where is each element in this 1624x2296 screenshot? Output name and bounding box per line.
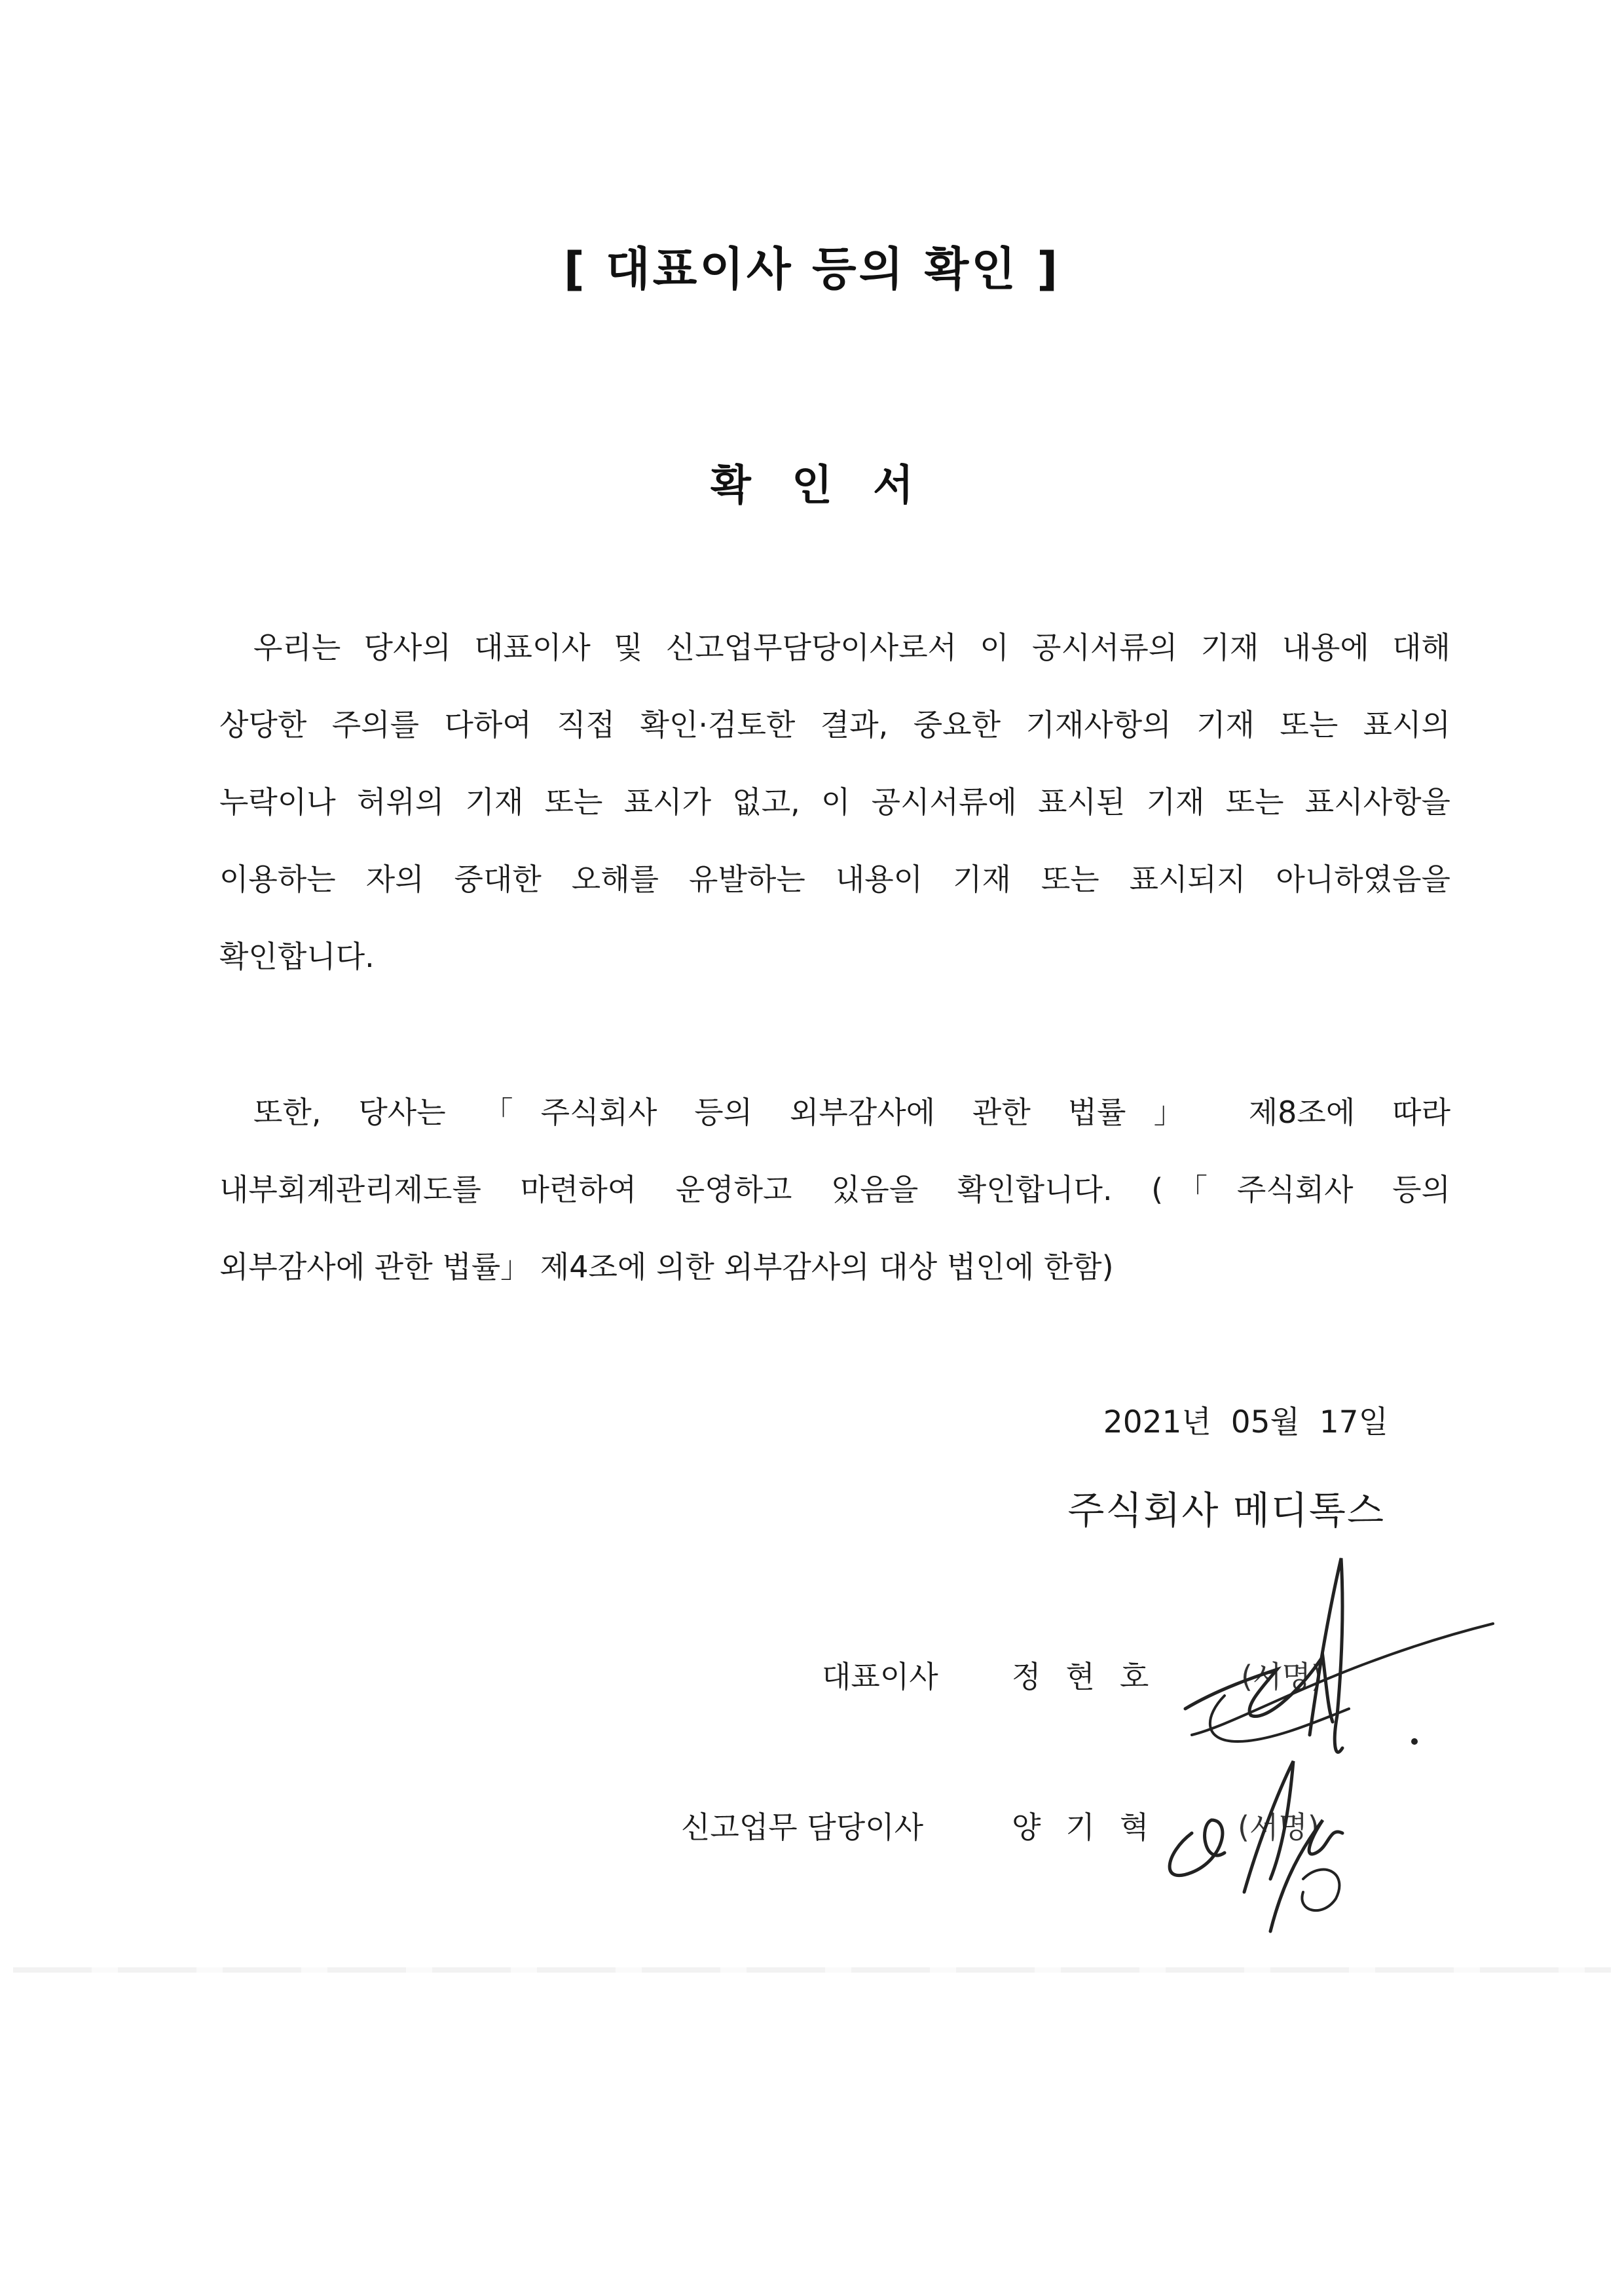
- signer-name: 정현호: [1012, 1659, 1174, 1694]
- paragraph-line: 누락이나 허위의 기재 또는 표시가 없고, 이 공시서류에 표시된 기재 또는 표시사항을: [219, 784, 1450, 820]
- internal-control-paragraph: [219, 1074, 1450, 1305]
- signer-name: 양기혁: [1012, 1810, 1174, 1845]
- paragraph-line: 확인합니다.: [219, 939, 375, 974]
- document-date: 2021년 05월 17일: [1103, 1404, 1388, 1440]
- paragraph-line: 또한, 당사는 「주식회사 등의 외부감사에 관한 법률」 제8조에 따라: [253, 1095, 1450, 1130]
- ceo-signature: [1166, 1545, 1506, 1781]
- director-signature: [1153, 1748, 1441, 1944]
- paragraph-line: 외부감사에 관한 법률」 제4조에 의한 외부감사의 대상 법인에 한함): [219, 1249, 1114, 1285]
- paragraph-line: 우리는 당사의 대표이사 및 신고업무담당이사로서 이 공시서류의 기재 내용에 대해: [253, 630, 1450, 665]
- signer-role: 신고업무 담당이사: [681, 1810, 924, 1845]
- confirmation-paragraph: [219, 609, 1450, 995]
- company-name: 주식회사 메디톡스: [1067, 1488, 1385, 1533]
- signer-role: 대표이사: [822, 1659, 938, 1694]
- paragraph-line: 상당한 주의를 다하여 직접 확인·검토한 결과, 중요한 기재사항의 기재 또는 표시의: [219, 707, 1450, 742]
- signature-label: (서명): [1238, 1810, 1320, 1845]
- document-subtitle: 확 인 서: [710, 462, 914, 510]
- paragraph-line: 내부회계관리제도를 마련하여 운영하고 있음을 확인합니다. (「주식회사 등의: [219, 1172, 1450, 1207]
- signature-label: (서명): [1241, 1659, 1323, 1694]
- document-title: [ 대표이사 등의 확인 ]: [563, 242, 1061, 296]
- paragraph-line: 이용하는 자의 중대한 오해를 유발하는 내용이 기재 또는 표시되지 아니하였음을: [219, 862, 1450, 897]
- scan-artifact-line: [13, 1967, 1611, 1973]
